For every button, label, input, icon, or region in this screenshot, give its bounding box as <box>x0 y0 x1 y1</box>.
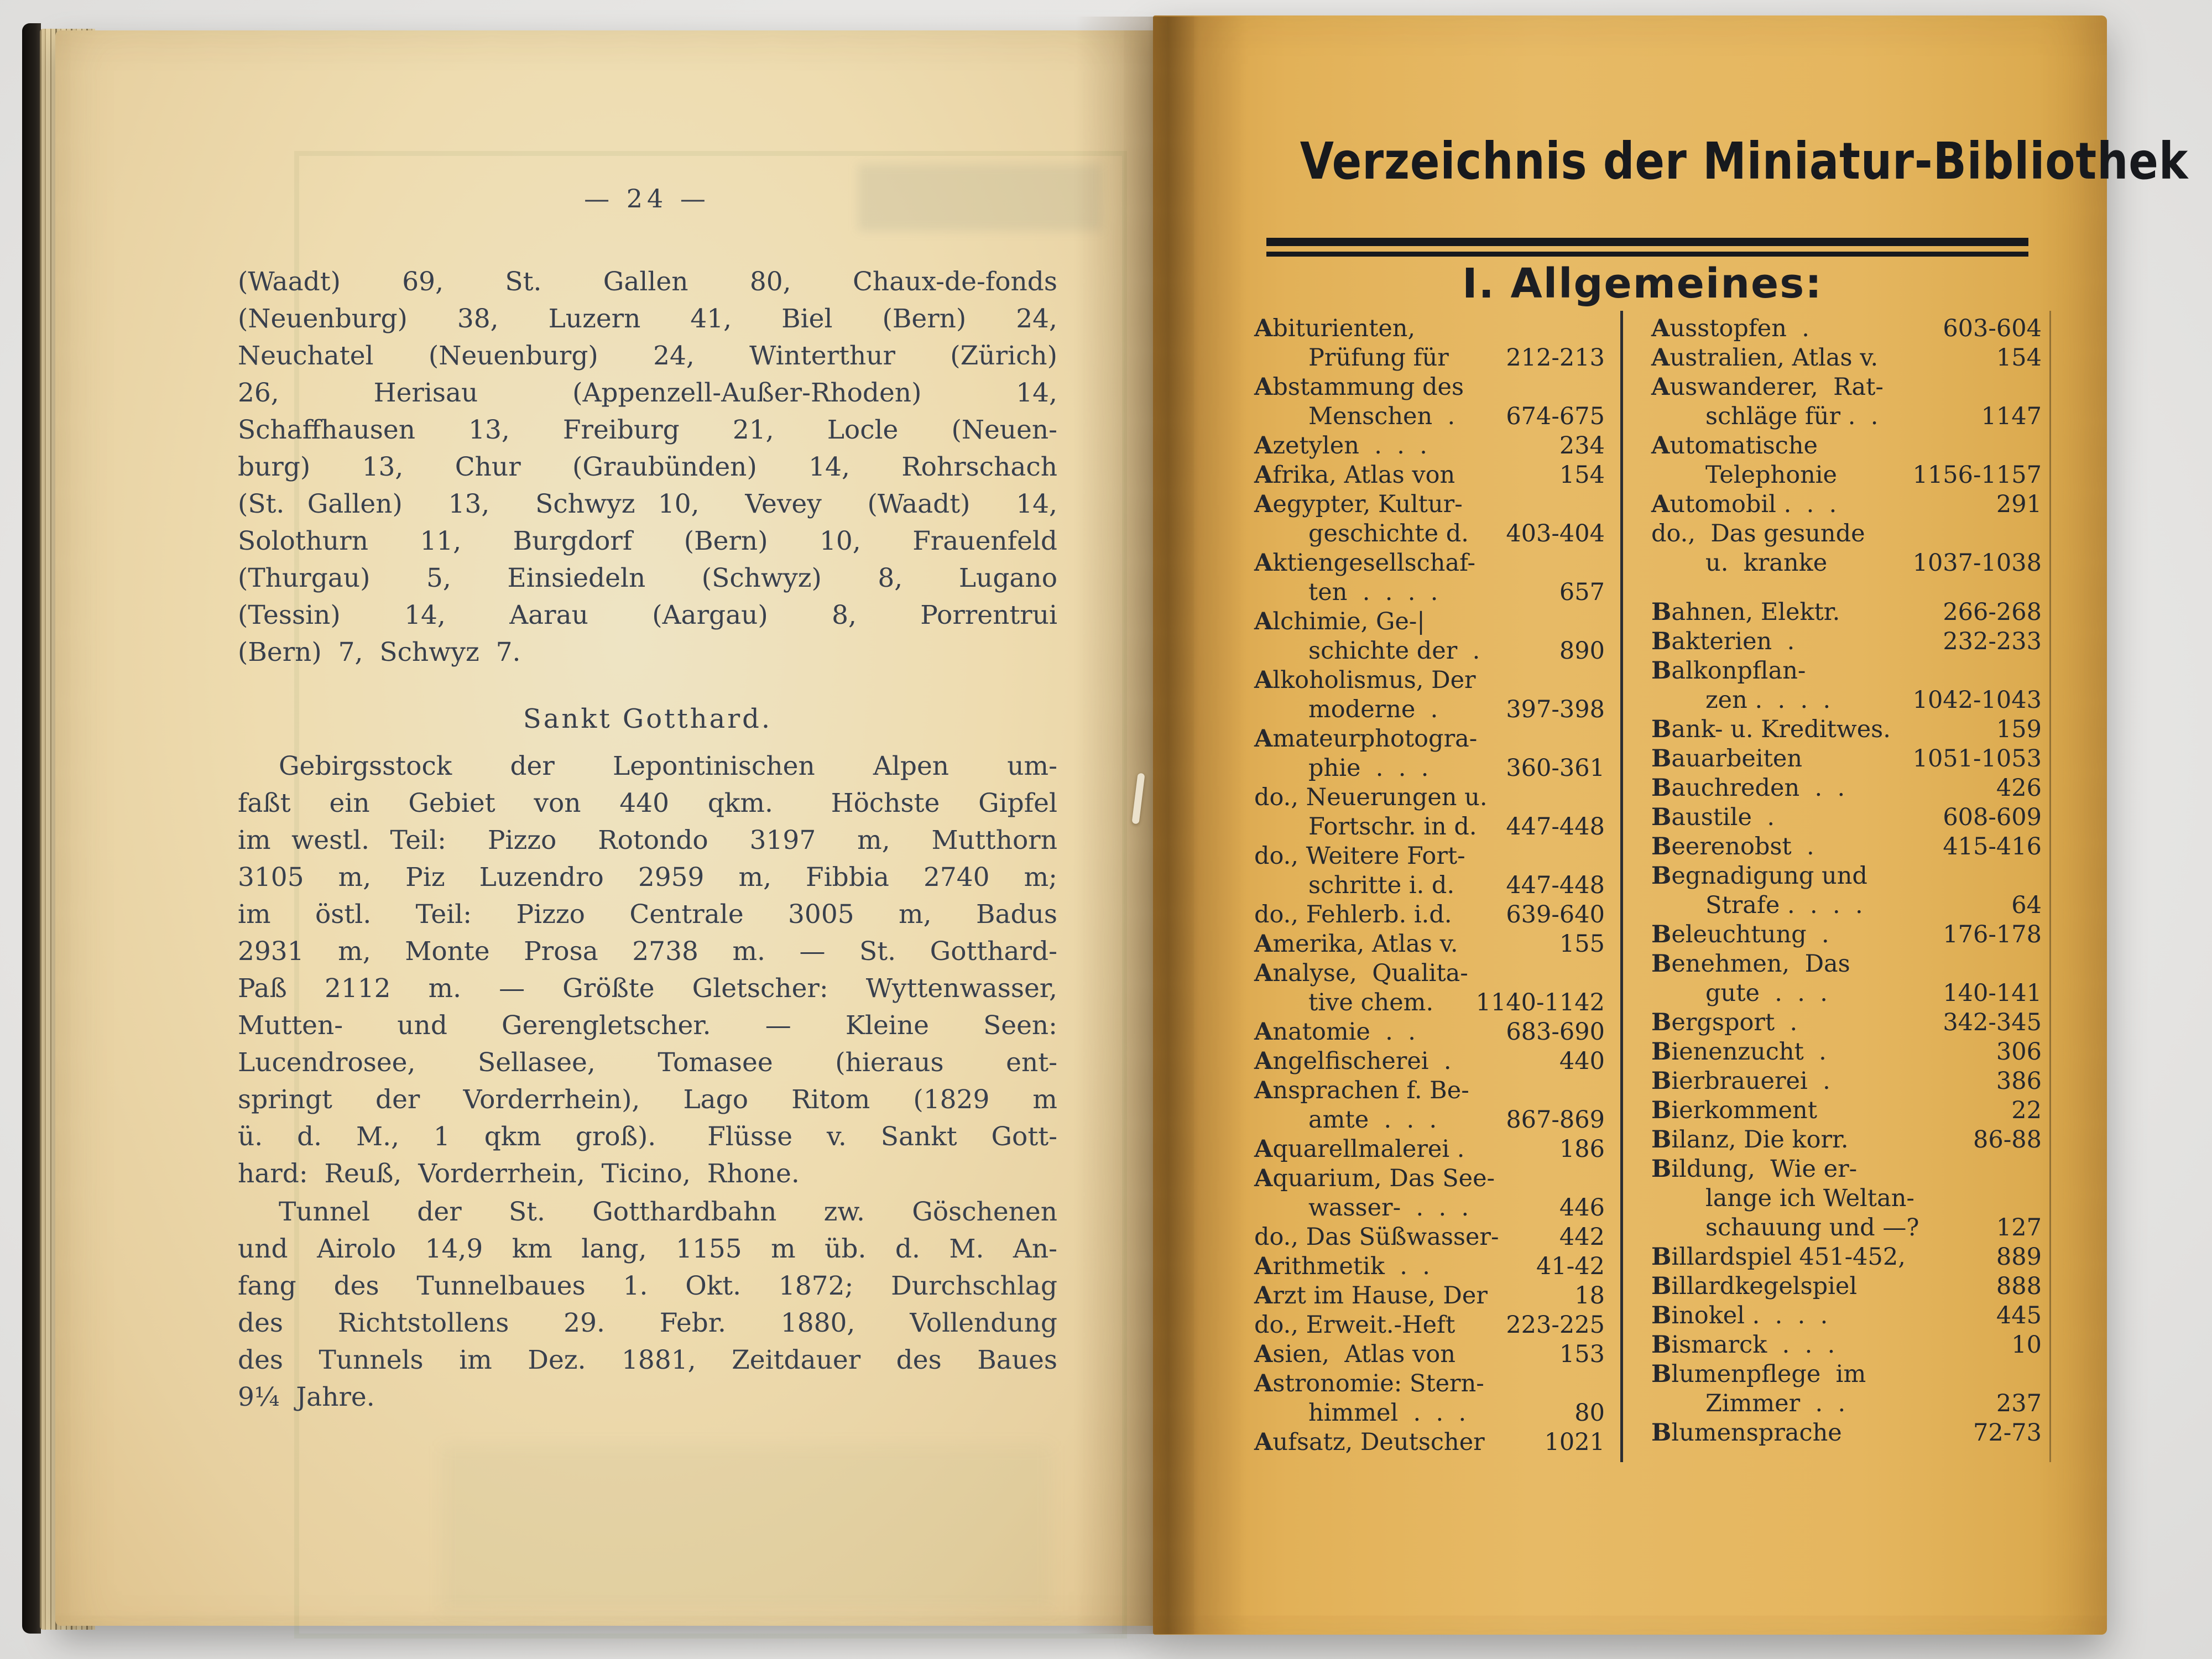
section-heading-sankt-gotthard: Sankt Gotthard. <box>523 703 773 734</box>
index-entry-page-number: 890 <box>1559 637 1605 665</box>
text-line: Tunnel der St. Gotthardbahn zw. Göschenen <box>279 1197 1057 1227</box>
index-entry-page-number: 291 <box>1996 491 2042 518</box>
index-entry-text: Bierkomment <box>1651 1097 1818 1124</box>
index-entry-line <box>1651 314 2042 343</box>
index-entry-text: Afrika, Atlas von <box>1254 461 1455 489</box>
index-entry-line <box>1651 774 2042 803</box>
index-entry-text: Blumenpflege im <box>1651 1360 1866 1388</box>
index-entry-line <box>1254 490 1605 519</box>
index-entry-line <box>1651 1272 2042 1301</box>
index-entry-line <box>1254 519 1605 549</box>
index-entry-line <box>1651 1037 2042 1067</box>
index-entry-line <box>1254 637 1605 666</box>
index-entry-text: Bismarck . . . <box>1651 1331 1835 1359</box>
index-entry-page-number: 86-88 <box>1973 1126 2042 1154</box>
index-entry-line <box>1651 979 2042 1008</box>
index-entry-line <box>1651 343 2042 373</box>
index-entry-text: Binokel . . . . <box>1651 1302 1828 1329</box>
index-entry-line <box>1254 959 1605 988</box>
index-entry-line <box>1651 686 2042 715</box>
index-entry-line <box>1651 1331 2042 1360</box>
index-entry-line <box>1254 343 1605 373</box>
index-entry-text: Bauarbeiten <box>1651 745 1803 773</box>
text-line: (Thurgau) 5, Einsiedeln (Schwyz) 8, Lugano <box>238 563 1057 593</box>
index-entry-text: do., Weitere Fort- <box>1254 842 1465 870</box>
index-entry-text: do., Das Süßwasser- <box>1254 1223 1499 1251</box>
index-entry-line <box>1254 695 1605 724</box>
index-entry-page-number: 440 <box>1559 1047 1605 1075</box>
index-entry-line <box>1651 1155 2042 1184</box>
index-entry-line <box>1254 871 1605 900</box>
index-entry-line <box>1254 1428 1605 1457</box>
index-entry-page-number: 237 <box>1996 1390 2042 1417</box>
index-entry-text: Bank- u. Kreditwes. <box>1651 716 1891 743</box>
index-entry-text: Angelfischerei . <box>1254 1047 1452 1075</box>
index-entry-line <box>1651 1008 2042 1037</box>
index-entry-text: Aufsatz, Deutscher <box>1254 1428 1485 1456</box>
index-entry-page-number: 674-675 <box>1506 403 1605 430</box>
index-entry-page-number: 397-398 <box>1506 696 1605 723</box>
index-entry-line <box>1651 950 2042 979</box>
index-entry-page-number: 888 <box>1996 1272 2042 1300</box>
index-entry-text: Azetylen . . . <box>1254 432 1427 460</box>
index-entry-text: Strafe . . . . <box>1705 891 1863 919</box>
text-line: 26, Herisau (Appenzell-Außer-Rhoden) 14, <box>238 378 1057 408</box>
index-entry-text: Aktiengesellschaf- <box>1254 549 1475 577</box>
index-entry-line <box>1254 783 1605 812</box>
text-line: (Bern) 7, Schwyz 7. <box>238 637 521 667</box>
index-entry-line <box>1651 832 2042 862</box>
index-entry-text: Telephonie <box>1705 461 1837 489</box>
index-entry-text: schritte i. d. <box>1308 872 1455 899</box>
column-right-edge-rule <box>2049 311 2051 1462</box>
index-entry-line <box>1254 549 1605 578</box>
index-entry-line <box>1254 1164 1605 1193</box>
index-entry-text: Benehmen, Das <box>1651 950 1850 978</box>
index-entry-page-number: 426 <box>1996 774 2042 802</box>
index-entry-page-number: 10 <box>2011 1331 2042 1359</box>
text-line: (Tessin) 14, Aarau (Aargau) 8, Porrentrui <box>238 600 1057 630</box>
text-line: 9¼ Jahre. <box>238 1382 375 1412</box>
text-line: hard: Reuß, Vorderrhein, Ticino, Rhone. <box>238 1159 800 1189</box>
index-entry-page-number: 446 <box>1559 1194 1605 1222</box>
index-entry-line <box>1651 598 2042 627</box>
index-entry-text: do., Das gesunde <box>1651 520 1865 547</box>
text-line: Paß 2112 m. — Größte Gletscher: Wyttenwasser, <box>238 973 1057 1004</box>
index-entry-page-number: 306 <box>1996 1038 2042 1066</box>
index-entry-text: Beerenobst . <box>1651 833 1814 860</box>
index-entry-text: Bauchreden . . <box>1651 774 1845 802</box>
index-column-left <box>1254 314 1605 1457</box>
text-line: des Richtstollens 29. Febr. 1880, Vollendung <box>238 1308 1057 1338</box>
index-entry-line <box>1651 1418 2042 1448</box>
index-entry-text: amte . . . <box>1308 1106 1437 1134</box>
index-entry-line <box>1254 402 1605 431</box>
index-entry-text: Analyse, Qualita- <box>1254 959 1468 987</box>
paragraph-gebirgsstock <box>238 748 1057 1192</box>
text-line: faßt ein Gebiet von 440 qkm. Höchste Gipfel <box>238 788 1057 818</box>
index-entry-line <box>1254 1047 1605 1076</box>
index-entry-page-number: 342-345 <box>1943 1009 2042 1036</box>
text-line: Neuchatel (Neuenburg) 24, Winterthur (Zürich) <box>238 341 1057 371</box>
index-entry-page-number: 639-640 <box>1506 901 1605 928</box>
index-entry-text: ten . . . . <box>1308 578 1438 606</box>
index-entry-page-number: 1051-1053 <box>1912 745 2042 773</box>
index-entry-line <box>1254 1223 1605 1252</box>
index-entry-text: Menschen . <box>1308 403 1455 430</box>
index-entry-line <box>1254 314 1605 343</box>
index-entry-page-number: 41-42 <box>1536 1253 1605 1280</box>
text-line: Mutten- und Gerengletscher. — Kleine Seen: <box>238 1010 1057 1041</box>
index-entry-line <box>1651 461 2042 490</box>
index-entry-page-number: 186 <box>1559 1135 1605 1163</box>
index-entry-page-number: 442 <box>1559 1223 1605 1251</box>
paragraph-cities <box>238 263 1057 671</box>
text-line: 2931 m, Monte Prosa 2738 m. — St. Gotthard- <box>238 936 1057 967</box>
index-entry-text: Arithmetik . . <box>1254 1253 1430 1280</box>
text-line: springt der Vorderrhein), Lago Ritom (1829 m <box>238 1084 1057 1115</box>
index-entry-line <box>1254 431 1605 461</box>
index-entry-text: schauung und —? <box>1705 1214 1919 1241</box>
index-entry-line <box>1254 842 1605 871</box>
index-entry-page-number: 1021 <box>1544 1428 1605 1456</box>
text-line: (Neuenburg) 38, Luzern 41, Biel (Bern) 24, <box>238 304 1057 334</box>
index-entry-line <box>1254 666 1605 695</box>
index-entry-line <box>1254 461 1605 490</box>
index-entry-line <box>1651 1213 2042 1243</box>
index-entry-page-number: 657 <box>1559 578 1605 606</box>
column-divider-rule <box>1620 311 1623 1462</box>
index-entry-line <box>1254 900 1605 930</box>
index-entry-line <box>1651 803 2042 832</box>
index-entry-line <box>1254 607 1605 637</box>
index-entry-text: Prüfung für <box>1308 344 1449 372</box>
index-entry-text: u. kranke <box>1705 549 1828 577</box>
index-entry-text: do., Erweit.-Heft <box>1254 1311 1455 1339</box>
index-entry-line <box>1651 1243 2042 1272</box>
index-entry-line <box>1651 402 2042 431</box>
index-entry-line <box>1651 627 2042 656</box>
index-entry-page-number: 80 <box>1574 1399 1605 1427</box>
index-entry-line <box>1651 1389 2042 1418</box>
index-entry-page-number: 234 <box>1559 432 1605 460</box>
index-entry-page-number: 266-268 <box>1943 598 2042 626</box>
index-entry-page-number: 72-73 <box>1973 1419 2042 1447</box>
catalog-title: Verzeichnis der Miniatur-Bibliothek <box>1300 132 2189 191</box>
index-entry-text: Billardspiel 451-452, <box>1651 1243 1906 1271</box>
index-entry-page-number: 154 <box>1996 344 2042 372</box>
index-entry-text: Blumensprache <box>1651 1419 1842 1447</box>
index-entry-page-number: 445 <box>1996 1302 2042 1329</box>
index-entry-text: Bilanz, Die korr. <box>1651 1126 1849 1154</box>
index-entry-page-number: 889 <box>1996 1243 2042 1271</box>
index-entry-line <box>1254 812 1605 842</box>
index-entry-text: tive chem. <box>1308 989 1434 1016</box>
index-entry-line <box>1254 1311 1605 1340</box>
index-entry-page-number: 1156-1157 <box>1912 461 2042 489</box>
index-entry-text: Auswanderer, Rat- <box>1651 373 1884 401</box>
index-entry-page-number: 1037-1038 <box>1912 549 2042 577</box>
index-entry-line <box>1254 373 1605 402</box>
index-entry-text: Billardkegelspiel <box>1651 1272 1858 1300</box>
index-entry-line <box>1651 549 2042 578</box>
index-entry-line <box>1651 431 2042 461</box>
index-entry-page-number: 1042-1043 <box>1912 686 2042 714</box>
index-entry-line <box>1254 930 1605 959</box>
index-entry-text: Aegypter, Kultur- <box>1254 491 1463 518</box>
index-entry-page-number: 176-178 <box>1943 921 2042 948</box>
index-entry-page-number: 403-404 <box>1506 520 1605 547</box>
index-entry-page-number: 140-141 <box>1943 979 2042 1007</box>
index-entry-text: himmel . . . <box>1308 1399 1467 1427</box>
index-entry-page-number: 603-604 <box>1943 315 2042 342</box>
index-entry-text: phie . . . <box>1308 754 1429 782</box>
text-line: (Waadt) 69, St. Gallen 80, Chaux-de-fonds <box>238 267 1057 297</box>
index-entry-line <box>1651 490 2042 519</box>
text-line: des Tunnels im Dez. 1881, Zeitdauer des Baues <box>238 1345 1057 1375</box>
index-entry-line <box>1254 1135 1605 1164</box>
index-entry-text: Ausstopfen . <box>1651 315 1809 342</box>
index-entry-text: Automatische <box>1651 432 1818 460</box>
index-entry-text: Aquarellmalerei . <box>1254 1135 1465 1163</box>
index-entry-text: Zimmer . . <box>1705 1390 1846 1417</box>
index-entry-text: Amerika, Atlas v. <box>1254 930 1458 958</box>
text-line: 3105 m, Piz Luzendro 2959 m, Fibbia 2740 m; <box>238 862 1057 893</box>
index-entry-text: schichte der . <box>1308 637 1480 665</box>
index-entry-page-number: 608-609 <box>1943 804 2042 831</box>
index-entry-page-number: 683-690 <box>1506 1018 1605 1046</box>
index-entry-text: Automobil . . . <box>1651 491 1837 518</box>
index-entry-text: Australien, Atlas v. <box>1651 344 1879 372</box>
index-entry-text: Bakterien . <box>1651 628 1795 655</box>
index-entry-page-number: 223-225 <box>1506 1311 1605 1339</box>
text-line: im westl. Teil: Pizzo Rotondo 3197 m, Mutthorn <box>238 825 1057 855</box>
index-entry-line <box>1651 715 2042 744</box>
section-heading-allgemeines: I. Allgemeines: <box>1462 260 1823 307</box>
index-entry-text: Bahnen, Elektr. <box>1651 598 1840 626</box>
index-entry-text: Arzt im Hause, Der <box>1254 1282 1488 1310</box>
index-entry-text: Asien, Atlas von <box>1254 1340 1455 1368</box>
index-entry-text: moderne . <box>1308 696 1438 723</box>
index-entry-text: do., Neuerungen u. <box>1254 784 1488 811</box>
index-group-gap <box>1651 578 2042 598</box>
index-entry-line <box>1254 578 1605 607</box>
index-entry-text: Baustile . <box>1651 804 1775 831</box>
index-entry-page-number: 64 <box>2011 891 2042 919</box>
index-entry-line <box>1254 1340 1605 1369</box>
text-line: Lucendrosee, Sellasee, Tomasee (hieraus ent- <box>238 1047 1057 1078</box>
index-entry-page-number: 867-869 <box>1506 1106 1605 1134</box>
text-line: ü. d. M., 1 qkm groß). Flüsse v. Sankt Gott- <box>238 1121 1057 1152</box>
bleed-through-smudge <box>442 1446 1051 1612</box>
index-entry-line <box>1254 988 1605 1018</box>
index-entry-text: geschichte d. <box>1308 520 1469 547</box>
index-entry-line <box>1651 519 2042 549</box>
index-entry-page-number: 18 <box>1574 1282 1605 1310</box>
index-entry-text: Begnadigung und <box>1651 862 1867 890</box>
index-entry-page-number: 415-416 <box>1943 833 2042 860</box>
index-entry-line <box>1254 754 1605 783</box>
index-entry-page-number: 22 <box>2011 1097 2042 1124</box>
index-entry-line <box>1254 1105 1605 1135</box>
index-entry-text: Anatomie . . <box>1254 1018 1416 1046</box>
index-entry-text: Abstammung des <box>1254 373 1464 401</box>
index-entry-page-number: 1140-1142 <box>1475 989 1605 1016</box>
paragraph-tunnel <box>238 1193 1057 1416</box>
index-entry-page-number: 154 <box>1559 461 1605 489</box>
title-underline-rule <box>1266 238 2028 246</box>
book-cover-edge <box>22 23 41 1634</box>
index-entry-text: Bienenzucht . <box>1651 1038 1827 1066</box>
index-entry-text: Amateurphotogra- <box>1254 725 1478 753</box>
page-number: — 24 — <box>584 184 710 213</box>
index-entry-line <box>1254 1018 1605 1047</box>
index-entry-page-number: 232-233 <box>1943 628 2042 655</box>
text-line: Gebirgsstock der Lepontinischen Alpen um- <box>279 751 1057 781</box>
index-entry-line <box>1651 1360 2042 1389</box>
index-entry-line <box>1254 1252 1605 1281</box>
index-entry-line <box>1254 1369 1605 1399</box>
index-entry-line <box>1651 862 2042 891</box>
index-column-right <box>1651 314 2042 1448</box>
index-entry-text: Bergsport . <box>1651 1009 1798 1036</box>
index-entry-line <box>1651 891 2042 920</box>
index-entry-page-number: 360-361 <box>1506 754 1605 782</box>
index-entry-line <box>1254 1281 1605 1311</box>
index-entry-line <box>1651 373 2042 402</box>
index-entry-page-number: 127 <box>1996 1214 2042 1241</box>
index-entry-text: schläge für . . <box>1705 403 1879 430</box>
index-entry-text: zen . . . . <box>1705 686 1831 714</box>
index-entry-page-number: 155 <box>1559 930 1605 958</box>
index-entry-line <box>1651 744 2042 774</box>
text-line: Solothurn 11, Burgdorf (Bern) 10, Frauenfeld <box>238 526 1057 556</box>
index-entry-text: gute . . . <box>1705 979 1828 1007</box>
index-entry-text: Ansprachen f. Be- <box>1254 1077 1469 1104</box>
index-entry-line <box>1651 1184 2042 1213</box>
index-entry-line <box>1651 1067 2042 1096</box>
index-entry-text: Bildung, Wie er- <box>1651 1155 1858 1183</box>
index-entry-line <box>1254 1193 1605 1223</box>
title-underline-rule <box>1266 252 2028 257</box>
index-entry-line <box>1651 656 2042 686</box>
index-entry-line <box>1651 1301 2042 1331</box>
index-entry-text: Alchimie, Ge-| <box>1254 608 1425 635</box>
text-line: im östl. Teil: Pizzo Centrale 3005 m, Badus <box>238 899 1057 930</box>
index-entry-line <box>1651 1096 2042 1125</box>
text-line: (St. Gallen) 13, Schwyz 10, Vevey (Waadt) 14, <box>238 489 1057 519</box>
index-entry-text: Beleuchtung . <box>1651 921 1829 948</box>
index-entry-text: do., Fehlerb. i.d. <box>1254 901 1452 928</box>
index-entry-text: Balkonpflan- <box>1651 657 1806 685</box>
index-entry-page-number: 386 <box>1996 1067 2042 1095</box>
index-entry-line <box>1254 1399 1605 1428</box>
index-entry-page-number: 212-213 <box>1506 344 1605 372</box>
index-entry-text: Astronomie: Stern- <box>1254 1370 1484 1397</box>
text-line: Schaffhausen 13, Freiburg 21, Locle (Neuen- <box>238 415 1057 445</box>
index-entry-text: wasser- . . . <box>1308 1194 1469 1222</box>
index-entry-text: Abiturienten, <box>1254 315 1416 342</box>
index-entry-page-number: 1147 <box>1981 403 2042 430</box>
index-entry-text: Alkoholismus, Der <box>1254 666 1476 694</box>
index-entry-text: Fortschr. in d. <box>1308 813 1477 841</box>
index-entry-text: Aquarium, Das See- <box>1254 1165 1495 1192</box>
text-line: und Airolo 14,9 km lang, 1155 m üb. d. M. An- <box>238 1234 1057 1264</box>
index-entry-line <box>1254 724 1605 754</box>
index-entry-line <box>1651 920 2042 950</box>
index-entry-page-number: 153 <box>1559 1340 1605 1368</box>
index-entry-page-number: 447-448 <box>1506 872 1605 899</box>
text-line: burg) 13, Chur (Graubünden) 14, Rohrschach <box>238 452 1057 482</box>
index-entry-page-number: 159 <box>1996 716 2042 743</box>
index-entry-text: Bierbrauerei . <box>1651 1067 1830 1095</box>
index-entry-line <box>1651 1125 2042 1155</box>
index-entry-line <box>1254 1076 1605 1105</box>
index-entry-page-number: 447-448 <box>1506 813 1605 841</box>
text-line: fang des Tunnelbaues 1. Okt. 1872; Durchschlag <box>238 1271 1057 1301</box>
index-entry-text: lange ich Weltan- <box>1705 1185 1914 1212</box>
